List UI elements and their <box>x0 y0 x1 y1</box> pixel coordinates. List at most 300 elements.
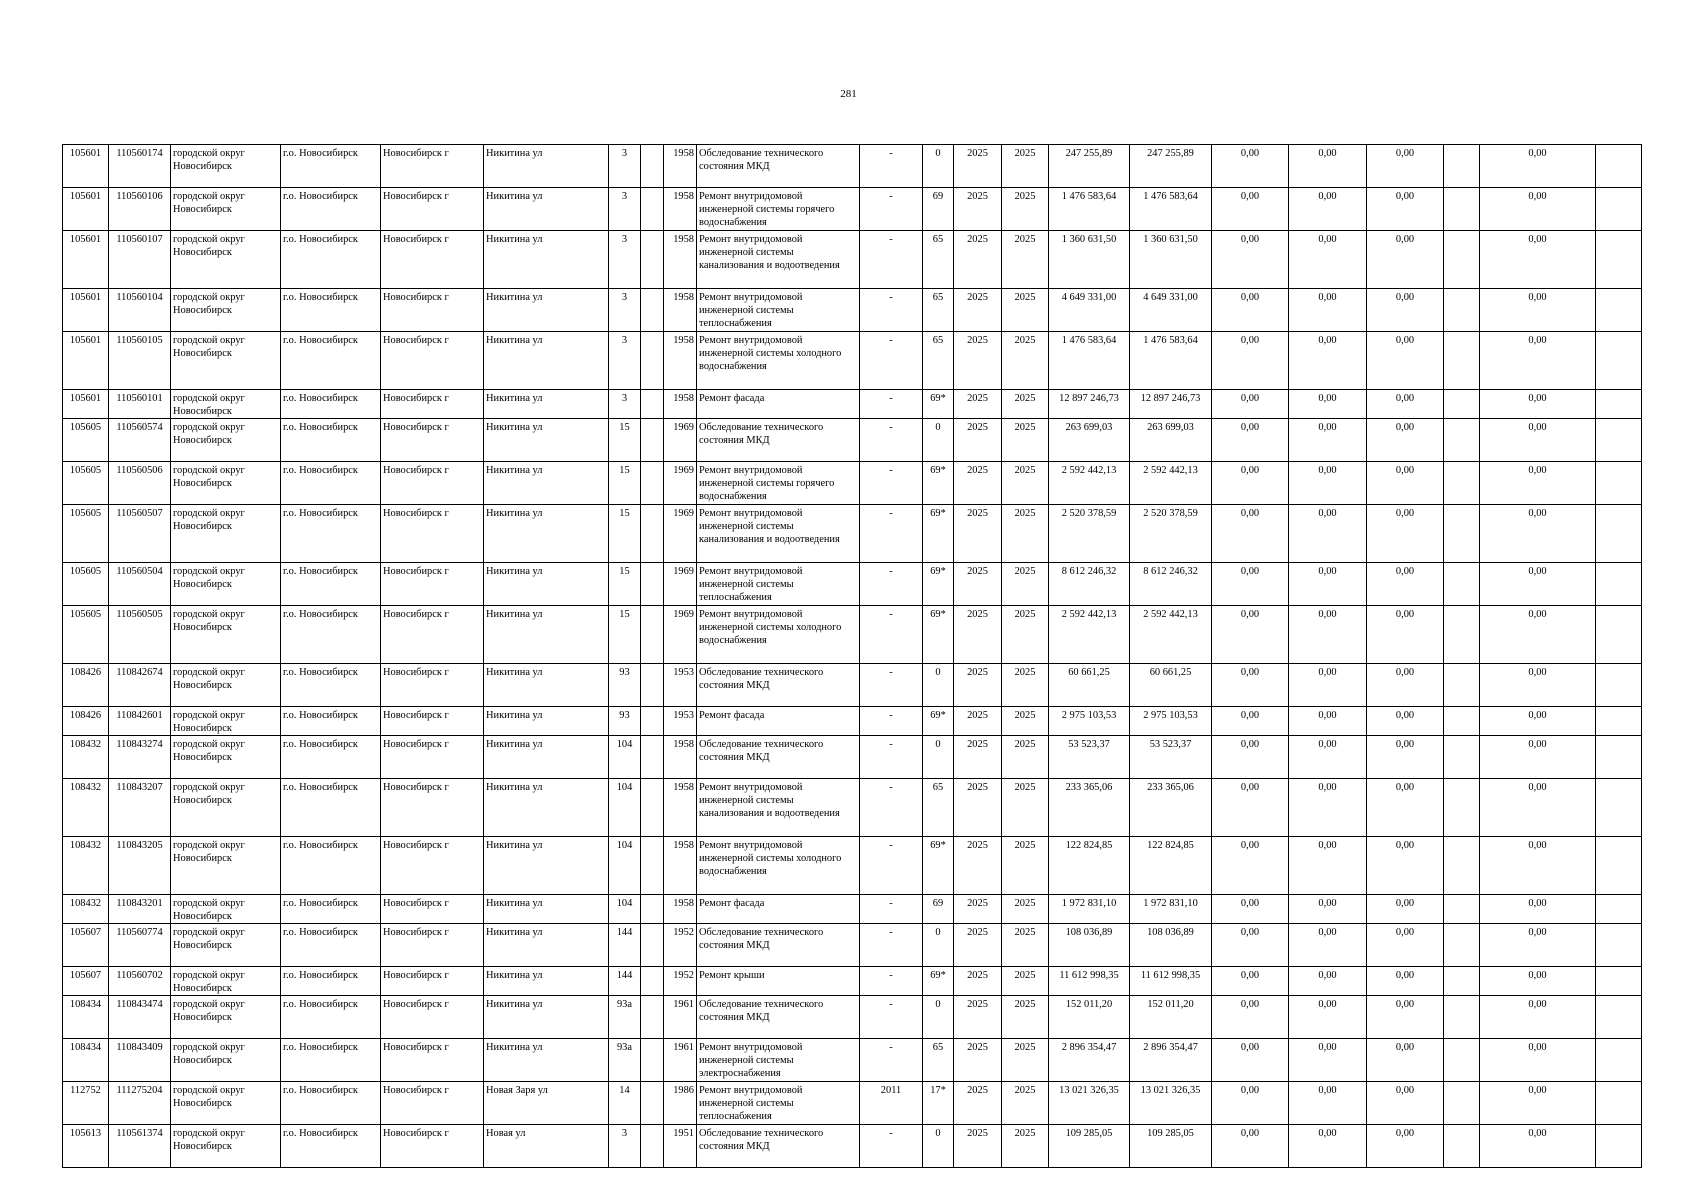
cell-code: 110560774 <box>109 924 171 967</box>
cell-v1: 0,00 <box>1212 606 1289 664</box>
cell-v1: 0,00 <box>1212 736 1289 779</box>
cell-v5: 0,00 <box>1480 1082 1596 1125</box>
cell-id: 108432 <box>63 736 109 779</box>
cell-v1: 0,00 <box>1212 707 1289 736</box>
cell-cost-total: 2 592 442,13 <box>1049 462 1130 505</box>
cell-v4 <box>1444 779 1480 837</box>
cell-street: Никитина ул <box>484 1039 609 1082</box>
cell-blank <box>641 563 664 606</box>
cell-settlement: Новосибирск г <box>381 188 484 231</box>
cell-v4 <box>1444 707 1480 736</box>
cell-district: г.о. Новосибирск <box>281 707 381 736</box>
cell-work: Ремонт внутридомовой инженерной системы холодного водоснабжения <box>697 332 860 390</box>
cell-street: Никитина ул <box>484 231 609 289</box>
cell-district: г.о. Новосибирск <box>281 390 381 419</box>
cell-v2: 0,00 <box>1289 1082 1367 1125</box>
cell-code: 110843474 <box>109 996 171 1039</box>
cell-v6 <box>1596 563 1642 606</box>
cell-v5: 0,00 <box>1480 188 1596 231</box>
cell-year-to: 2025 <box>1002 996 1049 1039</box>
cell-blank <box>641 145 664 188</box>
cell-v4 <box>1444 188 1480 231</box>
cell-last-repair: - <box>860 707 923 736</box>
cell-year-to: 2025 <box>1002 145 1049 188</box>
cell-wear: 65 <box>923 231 954 289</box>
cell-v5: 0,00 <box>1480 606 1596 664</box>
cell-v6 <box>1596 924 1642 967</box>
cell-v5: 0,00 <box>1480 563 1596 606</box>
cell-cost-fund: 1 476 583,64 <box>1130 188 1212 231</box>
cell-work: Ремонт внутридомовой инженерной системы горячего водоснабжения <box>697 462 860 505</box>
cell-cost-total: 263 699,03 <box>1049 419 1130 462</box>
cell-wear: 69* <box>923 390 954 419</box>
cell-blank <box>641 924 664 967</box>
cell-street: Никитина ул <box>484 332 609 390</box>
cell-settlement: Новосибирск г <box>381 967 484 996</box>
cell-v4 <box>1444 736 1480 779</box>
cell-v3: 0,00 <box>1367 188 1444 231</box>
cell-v3: 0,00 <box>1367 505 1444 563</box>
cell-house: 15 <box>609 563 641 606</box>
cell-house: 104 <box>609 895 641 924</box>
table-row <box>63 967 1642 996</box>
cell-year-to: 2025 <box>1002 967 1049 996</box>
cell-municipality: городской округ Новосибирск <box>171 1082 281 1125</box>
cell-municipality: городской округ Новосибирск <box>171 606 281 664</box>
cell-year-from: 2025 <box>954 664 1002 707</box>
cell-house: 144 <box>609 924 641 967</box>
cell-cost-fund: 1 972 831,10 <box>1130 895 1212 924</box>
cell-district: г.о. Новосибирск <box>281 606 381 664</box>
cell-id: 105605 <box>63 419 109 462</box>
cell-wear: 65 <box>923 332 954 390</box>
cell-wear: 0 <box>923 1125 954 1168</box>
cell-v2: 0,00 <box>1289 996 1367 1039</box>
cell-cost-total: 122 824,85 <box>1049 837 1130 895</box>
cell-code: 110560106 <box>109 188 171 231</box>
cell-settlement: Новосибирск г <box>381 332 484 390</box>
cell-v1: 0,00 <box>1212 924 1289 967</box>
cell-v6 <box>1596 996 1642 1039</box>
cell-house: 144 <box>609 967 641 996</box>
cell-v1: 0,00 <box>1212 289 1289 332</box>
cell-v4 <box>1444 664 1480 707</box>
cell-v6 <box>1596 736 1642 779</box>
cell-blank <box>641 967 664 996</box>
cell-v4 <box>1444 563 1480 606</box>
cell-last-repair: - <box>860 145 923 188</box>
cell-settlement: Новосибирск г <box>381 664 484 707</box>
cell-code: 111275204 <box>109 1082 171 1125</box>
cell-year: 1958 <box>664 736 697 779</box>
cell-street: Никитина ул <box>484 924 609 967</box>
cell-wear: 0 <box>923 996 954 1039</box>
cell-house: 15 <box>609 606 641 664</box>
cell-v4 <box>1444 332 1480 390</box>
cell-id: 105607 <box>63 967 109 996</box>
cell-last-repair: - <box>860 779 923 837</box>
cell-work: Ремонт внутридомовой инженерной системы канализования и водоотведения <box>697 231 860 289</box>
cell-wear: 69* <box>923 967 954 996</box>
cell-house: 3 <box>609 289 641 332</box>
cell-id: 105605 <box>63 462 109 505</box>
cell-cost-fund: 53 523,37 <box>1130 736 1212 779</box>
cell-v6 <box>1596 895 1642 924</box>
cell-v1: 0,00 <box>1212 231 1289 289</box>
cell-cost-fund: 233 365,06 <box>1130 779 1212 837</box>
table-row <box>63 231 1642 289</box>
cell-last-repair: - <box>860 837 923 895</box>
cell-year-to: 2025 <box>1002 289 1049 332</box>
cell-id: 108426 <box>63 707 109 736</box>
cell-year: 1969 <box>664 419 697 462</box>
cell-year-from: 2025 <box>954 332 1002 390</box>
cell-v5: 0,00 <box>1480 779 1596 837</box>
table-row <box>63 1039 1642 1082</box>
table-body <box>63 145 1642 1168</box>
cell-municipality: городской округ Новосибирск <box>171 188 281 231</box>
cell-v4 <box>1444 1125 1480 1168</box>
cell-v2: 0,00 <box>1289 462 1367 505</box>
cell-year-from: 2025 <box>954 736 1002 779</box>
cell-v2: 0,00 <box>1289 145 1367 188</box>
cell-last-repair: - <box>860 924 923 967</box>
cell-v4 <box>1444 505 1480 563</box>
cell-v6 <box>1596 1039 1642 1082</box>
cell-settlement: Новосибирск г <box>381 289 484 332</box>
cell-house: 15 <box>609 505 641 563</box>
cell-district: г.о. Новосибирск <box>281 996 381 1039</box>
cell-settlement: Новосибирск г <box>381 606 484 664</box>
cell-wear: 69 <box>923 188 954 231</box>
cell-year-to: 2025 <box>1002 707 1049 736</box>
cell-blank <box>641 1125 664 1168</box>
cell-work: Обследование технического состояния МКД <box>697 145 860 188</box>
cell-year: 1958 <box>664 145 697 188</box>
cell-code: 110560702 <box>109 967 171 996</box>
cell-work: Ремонт внутридомовой инженерной системы канализования и водоотведения <box>697 779 860 837</box>
cell-id: 112752 <box>63 1082 109 1125</box>
cell-year-to: 2025 <box>1002 837 1049 895</box>
cell-year-to: 2025 <box>1002 1039 1049 1082</box>
cell-id: 108426 <box>63 664 109 707</box>
cell-v2: 0,00 <box>1289 188 1367 231</box>
cell-settlement: Новосибирск г <box>381 924 484 967</box>
table-row <box>63 188 1642 231</box>
cell-last-repair: - <box>860 390 923 419</box>
cell-v5: 0,00 <box>1480 145 1596 188</box>
cell-municipality: городской округ Новосибирск <box>171 895 281 924</box>
cell-v5: 0,00 <box>1480 1125 1596 1168</box>
cell-district: г.о. Новосибирск <box>281 1125 381 1168</box>
cell-settlement: Новосибирск г <box>381 1125 484 1168</box>
repair-schedule-table <box>62 144 1642 1168</box>
cell-street: Никитина ул <box>484 390 609 419</box>
cell-settlement: Новосибирск г <box>381 505 484 563</box>
cell-settlement: Новосибирск г <box>381 837 484 895</box>
cell-settlement: Новосибирск г <box>381 1039 484 1082</box>
cell-year-from: 2025 <box>954 779 1002 837</box>
cell-work: Ремонт внутридомовой инженерной системы электроснабжения <box>697 1039 860 1082</box>
cell-cost-total: 2 975 103,53 <box>1049 707 1130 736</box>
table-row <box>63 145 1642 188</box>
cell-year-from: 2025 <box>954 1039 1002 1082</box>
cell-municipality: городской округ Новосибирск <box>171 924 281 967</box>
cell-last-repair: - <box>860 188 923 231</box>
cell-year-to: 2025 <box>1002 505 1049 563</box>
cell-settlement: Новосибирск г <box>381 1082 484 1125</box>
cell-cost-total: 4 649 331,00 <box>1049 289 1130 332</box>
cell-last-repair: - <box>860 419 923 462</box>
cell-district: г.о. Новосибирск <box>281 967 381 996</box>
cell-work: Ремонт внутридомовой инженерной системы теплоснабжения <box>697 289 860 332</box>
table-row <box>63 1082 1642 1125</box>
cell-id: 105605 <box>63 563 109 606</box>
cell-work: Обследование технического состояния МКД <box>697 996 860 1039</box>
cell-cost-total: 152 011,20 <box>1049 996 1130 1039</box>
cell-year-from: 2025 <box>954 419 1002 462</box>
cell-v2: 0,00 <box>1289 419 1367 462</box>
cell-year-from: 2025 <box>954 837 1002 895</box>
cell-v2: 0,00 <box>1289 1125 1367 1168</box>
cell-municipality: городской округ Новосибирск <box>171 837 281 895</box>
cell-municipality: городской округ Новосибирск <box>171 707 281 736</box>
cell-cost-fund: 2 520 378,59 <box>1130 505 1212 563</box>
table-row <box>63 332 1642 390</box>
cell-v5: 0,00 <box>1480 390 1596 419</box>
cell-settlement: Новосибирск г <box>381 563 484 606</box>
cell-year-to: 2025 <box>1002 462 1049 505</box>
cell-year: 1958 <box>664 231 697 289</box>
cell-wear: 69* <box>923 606 954 664</box>
cell-year-to: 2025 <box>1002 664 1049 707</box>
cell-municipality: городской округ Новосибирск <box>171 231 281 289</box>
cell-wear: 0 <box>923 145 954 188</box>
cell-v2: 0,00 <box>1289 895 1367 924</box>
cell-cost-fund: 2 975 103,53 <box>1130 707 1212 736</box>
table-row <box>63 707 1642 736</box>
cell-house: 3 <box>609 1125 641 1168</box>
cell-district: г.о. Новосибирск <box>281 924 381 967</box>
cell-v3: 0,00 <box>1367 289 1444 332</box>
cell-code: 110560504 <box>109 563 171 606</box>
cell-wear: 65 <box>923 289 954 332</box>
cell-v2: 0,00 <box>1289 563 1367 606</box>
cell-year: 1961 <box>664 1039 697 1082</box>
cell-year-to: 2025 <box>1002 736 1049 779</box>
cell-cost-fund: 152 011,20 <box>1130 996 1212 1039</box>
cell-v6 <box>1596 289 1642 332</box>
cell-cost-fund: 109 285,05 <box>1130 1125 1212 1168</box>
cell-v1: 0,00 <box>1212 837 1289 895</box>
cell-year-from: 2025 <box>954 606 1002 664</box>
cell-street: Никитина ул <box>484 145 609 188</box>
cell-district: г.о. Новосибирск <box>281 837 381 895</box>
cell-year-from: 2025 <box>954 924 1002 967</box>
cell-house: 3 <box>609 332 641 390</box>
cell-v3: 0,00 <box>1367 1039 1444 1082</box>
cell-street: Никитина ул <box>484 895 609 924</box>
cell-blank <box>641 1082 664 1125</box>
cell-code: 110560574 <box>109 419 171 462</box>
cell-work: Ремонт крыши <box>697 967 860 996</box>
cell-cost-fund: 13 021 326,35 <box>1130 1082 1212 1125</box>
cell-v2: 0,00 <box>1289 332 1367 390</box>
cell-year-to: 2025 <box>1002 231 1049 289</box>
table-row <box>63 563 1642 606</box>
cell-v3: 0,00 <box>1367 924 1444 967</box>
cell-cost-fund: 122 824,85 <box>1130 837 1212 895</box>
cell-id: 105605 <box>63 606 109 664</box>
cell-year: 1969 <box>664 505 697 563</box>
cell-wear: 69* <box>923 707 954 736</box>
table-row <box>63 736 1642 779</box>
cell-v1: 0,00 <box>1212 505 1289 563</box>
cell-wear: 0 <box>923 736 954 779</box>
cell-year: 1952 <box>664 924 697 967</box>
cell-v2: 0,00 <box>1289 707 1367 736</box>
cell-house: 3 <box>609 390 641 419</box>
cell-v5: 0,00 <box>1480 332 1596 390</box>
cell-year: 1958 <box>664 837 697 895</box>
cell-wear: 17* <box>923 1082 954 1125</box>
cell-year: 1958 <box>664 289 697 332</box>
cell-year: 1986 <box>664 1082 697 1125</box>
cell-v4 <box>1444 895 1480 924</box>
cell-blank <box>641 332 664 390</box>
cell-last-repair: - <box>860 606 923 664</box>
cell-house: 93а <box>609 1039 641 1082</box>
cell-v6 <box>1596 462 1642 505</box>
cell-v6 <box>1596 1082 1642 1125</box>
cell-district: г.о. Новосибирск <box>281 462 381 505</box>
table-row <box>63 1125 1642 1168</box>
cell-last-repair: - <box>860 289 923 332</box>
cell-cost-fund: 8 612 246,32 <box>1130 563 1212 606</box>
cell-v5: 0,00 <box>1480 289 1596 332</box>
cell-v3: 0,00 <box>1367 895 1444 924</box>
cell-street: Никитина ул <box>484 419 609 462</box>
cell-year-to: 2025 <box>1002 332 1049 390</box>
cell-street: Никитина ул <box>484 707 609 736</box>
cell-v1: 0,00 <box>1212 895 1289 924</box>
table-row <box>63 505 1642 563</box>
cell-blank <box>641 231 664 289</box>
cell-settlement: Новосибирск г <box>381 736 484 779</box>
cell-v1: 0,00 <box>1212 419 1289 462</box>
cell-house: 104 <box>609 837 641 895</box>
cell-blank <box>641 505 664 563</box>
cell-v4 <box>1444 289 1480 332</box>
cell-work: Обследование технического состояния МКД <box>697 664 860 707</box>
cell-blank <box>641 895 664 924</box>
cell-blank <box>641 664 664 707</box>
cell-id: 105607 <box>63 924 109 967</box>
cell-work: Ремонт фасада <box>697 390 860 419</box>
cell-v6 <box>1596 145 1642 188</box>
cell-street: Никитина ул <box>484 462 609 505</box>
cell-house: 93 <box>609 707 641 736</box>
cell-work: Ремонт внутридомовой инженерной системы теплоснабжения <box>697 1082 860 1125</box>
cell-last-repair: - <box>860 505 923 563</box>
cell-year-to: 2025 <box>1002 1125 1049 1168</box>
cell-v3: 0,00 <box>1367 419 1444 462</box>
cell-code: 110560107 <box>109 231 171 289</box>
cell-v3: 0,00 <box>1367 1082 1444 1125</box>
cell-work: Ремонт внутридомовой инженерной системы канализования и водоотведения <box>697 505 860 563</box>
cell-v5: 0,00 <box>1480 1039 1596 1082</box>
cell-last-repair: 2011 <box>860 1082 923 1125</box>
cell-district: г.о. Новосибирск <box>281 779 381 837</box>
table-row <box>63 664 1642 707</box>
cell-house: 15 <box>609 462 641 505</box>
cell-year-from: 2025 <box>954 996 1002 1039</box>
cell-work: Обследование технического состояния МКД <box>697 924 860 967</box>
cell-year-from: 2025 <box>954 145 1002 188</box>
cell-wear: 69* <box>923 837 954 895</box>
cell-district: г.о. Новосибирск <box>281 231 381 289</box>
cell-work: Ремонт фасада <box>697 895 860 924</box>
cell-v4 <box>1444 924 1480 967</box>
cell-cost-fund: 12 897 246,73 <box>1130 390 1212 419</box>
cell-house: 104 <box>609 779 641 837</box>
cell-blank <box>641 736 664 779</box>
cell-house: 3 <box>609 231 641 289</box>
cell-year: 1951 <box>664 1125 697 1168</box>
cell-v5: 0,00 <box>1480 462 1596 505</box>
cell-year-to: 2025 <box>1002 895 1049 924</box>
cell-cost-total: 2 592 442,13 <box>1049 606 1130 664</box>
cell-id: 108432 <box>63 895 109 924</box>
table-row <box>63 837 1642 895</box>
cell-cost-fund: 2 896 354,47 <box>1130 1039 1212 1082</box>
cell-last-repair: - <box>860 332 923 390</box>
cell-cost-fund: 263 699,03 <box>1130 419 1212 462</box>
table-row <box>63 895 1642 924</box>
cell-year-from: 2025 <box>954 505 1002 563</box>
cell-municipality: городской округ Новосибирск <box>171 996 281 1039</box>
cell-year-from: 2025 <box>954 231 1002 289</box>
cell-cost-fund: 60 661,25 <box>1130 664 1212 707</box>
cell-year-from: 2025 <box>954 289 1002 332</box>
cell-street: Новая ул <box>484 1125 609 1168</box>
cell-last-repair: - <box>860 736 923 779</box>
cell-last-repair: - <box>860 231 923 289</box>
cell-v1: 0,00 <box>1212 996 1289 1039</box>
cell-cost-fund: 1 360 631,50 <box>1130 231 1212 289</box>
cell-v1: 0,00 <box>1212 1039 1289 1082</box>
cell-v2: 0,00 <box>1289 736 1367 779</box>
cell-cost-total: 53 523,37 <box>1049 736 1130 779</box>
cell-cost-total: 60 661,25 <box>1049 664 1130 707</box>
cell-cost-total: 2 896 354,47 <box>1049 1039 1130 1082</box>
cell-year-from: 2025 <box>954 390 1002 419</box>
cell-district: г.о. Новосибирск <box>281 1039 381 1082</box>
table-row <box>63 419 1642 462</box>
cell-wear: 65 <box>923 1039 954 1082</box>
cell-settlement: Новосибирск г <box>381 779 484 837</box>
cell-v3: 0,00 <box>1367 779 1444 837</box>
cell-blank <box>641 419 664 462</box>
cell-work: Ремонт фасада <box>697 707 860 736</box>
cell-cost-total: 108 036,89 <box>1049 924 1130 967</box>
cell-cost-total: 247 255,89 <box>1049 145 1130 188</box>
cell-municipality: городской округ Новосибирск <box>171 1125 281 1168</box>
cell-wear: 69* <box>923 462 954 505</box>
cell-v2: 0,00 <box>1289 231 1367 289</box>
cell-settlement: Новосибирск г <box>381 895 484 924</box>
cell-v2: 0,00 <box>1289 664 1367 707</box>
